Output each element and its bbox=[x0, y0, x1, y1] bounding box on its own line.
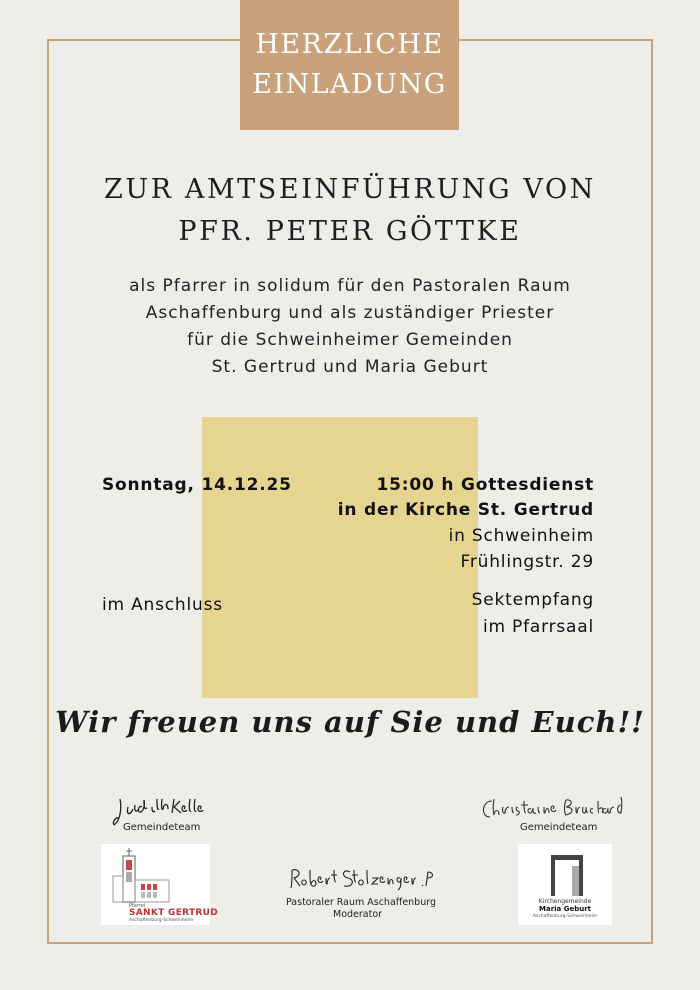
signature-center-svg bbox=[288, 864, 438, 894]
place-line-1: in Schweinheim bbox=[448, 526, 594, 546]
after-line-1: Sektempfang bbox=[471, 590, 594, 610]
closing-line: Wir freuen uns auf Sie und Euch!! bbox=[55, 705, 645, 739]
center-role-1: Pastoraler Raum Aschaffenburg bbox=[286, 897, 437, 908]
service-line-2: in der Kirche St. Gertrud bbox=[337, 500, 594, 520]
logo-right-line-2: Maria Geburt bbox=[539, 905, 591, 913]
invitation-banner bbox=[240, 0, 459, 130]
center-role-2: Moderator bbox=[333, 909, 383, 920]
title-line-1: ZUR AMTSEINFÜHRUNG VON bbox=[104, 174, 596, 205]
banner-line-1: HERZLICHE bbox=[255, 29, 444, 60]
logo-left-name: SANKT GERTRUD bbox=[129, 908, 219, 918]
event-date: Sonntag, 14.12.25 bbox=[102, 475, 292, 495]
intro-text bbox=[40, 273, 660, 381]
intro-line-3: für die Schweinheimer Gemeinden bbox=[187, 330, 513, 350]
intro-line-2: Aschaffenburg und als zuständiger Priester bbox=[145, 303, 555, 323]
title-line-2: PFR. PETER GÖTTKE bbox=[178, 216, 522, 247]
logo-left-small: Pfarrei bbox=[129, 903, 146, 909]
intro-line-4: St. Gertrud und Maria Geburt bbox=[211, 357, 489, 377]
logo-right-line-3: Aschaffenburg-Schweinheim bbox=[532, 914, 598, 919]
logo-right-line-1: Kirchengemeinde bbox=[538, 898, 592, 905]
after-line-2: im Pfarrsaal bbox=[482, 617, 594, 637]
logo-sankt-gertrud bbox=[101, 844, 219, 925]
signature-left-role: Gemeindeteam bbox=[123, 822, 201, 833]
logo-maria-geburt bbox=[518, 844, 612, 925]
logo-left-sub: Aschaffenburg-Schweinheim bbox=[129, 918, 194, 923]
service-line-1: 15:00 h Gottesdienst bbox=[376, 475, 594, 495]
signature-center bbox=[288, 864, 438, 898]
banner-line-2: EINLADUNG bbox=[252, 69, 447, 100]
highlight-square bbox=[202, 417, 478, 698]
signature-right-role: Gemeindeteam bbox=[520, 822, 598, 833]
signature-right-svg bbox=[478, 795, 628, 823]
after-label: im Anschluss bbox=[102, 595, 223, 615]
intro-line-1: als Pfarrer in solidum für den Pastoralen Raum bbox=[129, 276, 571, 296]
place-line-2: Frühlingstr. 29 bbox=[460, 552, 594, 572]
